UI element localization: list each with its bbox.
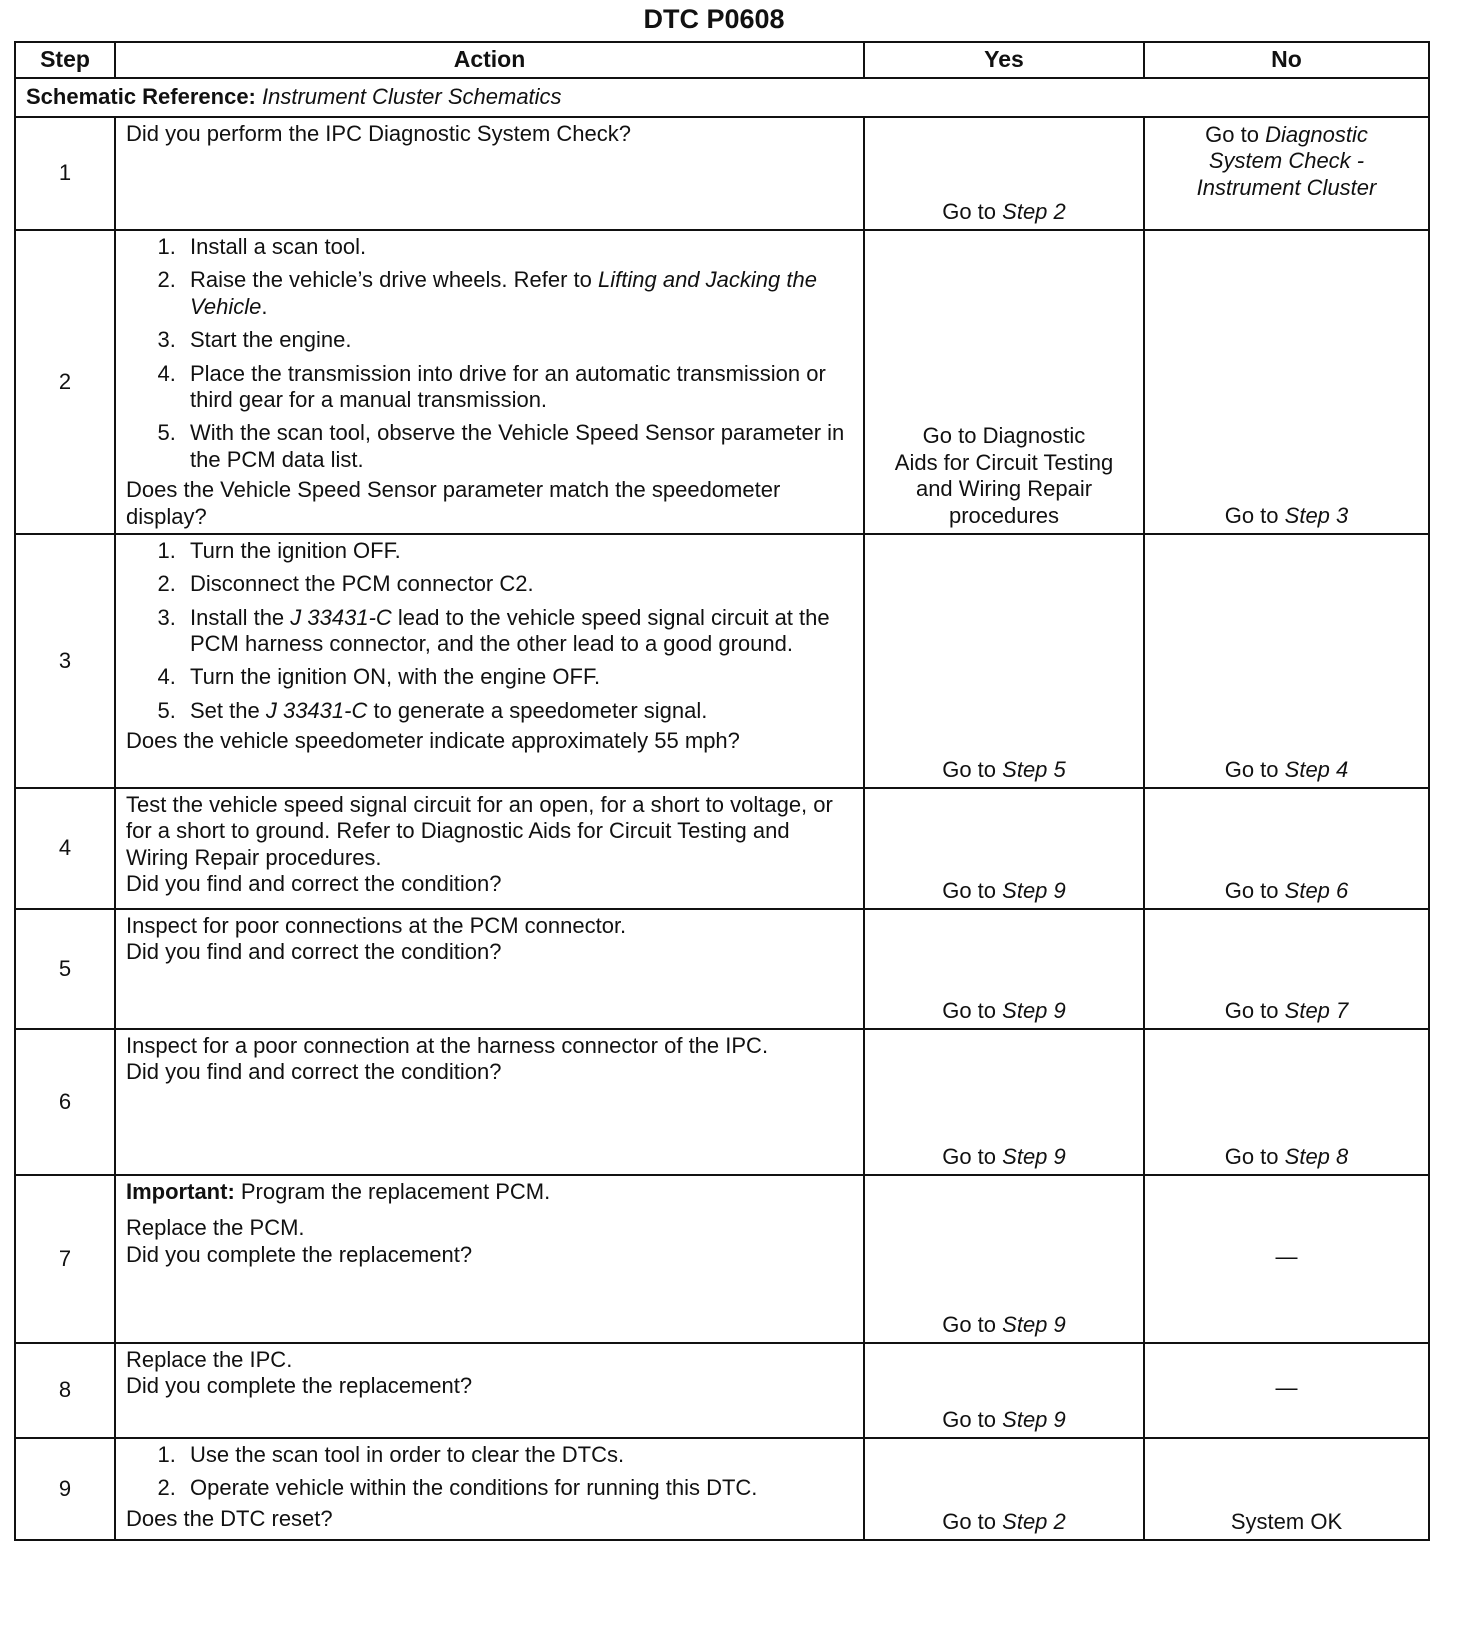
- step-ref: Step 7: [1284, 997, 1349, 1023]
- yes-cell: [864, 534, 1144, 788]
- dash-mark: —: [1275, 1243, 1298, 1269]
- yes-cell: [864, 788, 1144, 909]
- action-cell: [115, 909, 864, 1029]
- goto-text: Go to: [1224, 997, 1279, 1023]
- no-cell: [1144, 117, 1429, 230]
- action-cell: [115, 1175, 864, 1343]
- goto-text: Go to: [1224, 502, 1279, 528]
- step-ref: Step 9: [1002, 1143, 1066, 1169]
- action-steps: [126, 538, 853, 728]
- yes-cell: [864, 117, 1144, 230]
- important-text: Program the replacement PCM.: [234, 1178, 551, 1204]
- yes-line: Go to Diagnostic: [922, 423, 1086, 449]
- step-ref: Step 2: [1002, 198, 1066, 224]
- no-cell: [1144, 1175, 1429, 1343]
- important-note: [126, 1179, 853, 1205]
- no-cell: [1144, 1029, 1429, 1175]
- header-no: No: [1144, 42, 1429, 78]
- important-label: Important:: [126, 1178, 235, 1204]
- header-step: Step: [15, 42, 115, 78]
- action-question: Did you complete the replacement?: [126, 1241, 473, 1267]
- step-number: 5: [15, 909, 115, 1029]
- yes-cell: [864, 1175, 1144, 1343]
- yes-cell: [864, 1343, 1144, 1438]
- system-ok-text: System OK: [1230, 1508, 1343, 1534]
- action-question: Did you complete the replacement?: [126, 1373, 473, 1399]
- action-cell: [115, 230, 864, 534]
- step-ref: Step 4: [1284, 756, 1349, 782]
- action-steps: [126, 1442, 853, 1506]
- list-item: 1. Use the scan tool in order to clear the DTCs.: [182, 1442, 853, 1468]
- doc-reference: Lifting and Jacking the Vehicle: [190, 267, 817, 319]
- yes-cell: [864, 1029, 1144, 1175]
- goto-text: Go to: [942, 1508, 997, 1534]
- step-ref: Step 6: [1284, 877, 1349, 903]
- action-steps: [126, 234, 853, 477]
- list-item: 5. Set the J 33431-C to generate a speedometer signal.: [182, 698, 853, 724]
- action-cell: [115, 534, 864, 788]
- list-item: 2. Disconnect the PCM connector C2.: [182, 571, 853, 597]
- yes-line: Aids for Circuit Testing: [894, 449, 1114, 475]
- action-cell: [115, 1029, 864, 1175]
- goto-text: Go to: [1224, 1143, 1279, 1169]
- table-row: [15, 534, 1429, 788]
- goto-text: Go to: [942, 1406, 997, 1432]
- step-ref: Step 9: [1002, 1406, 1066, 1432]
- table-row: [15, 1029, 1429, 1175]
- table-row: [15, 1343, 1429, 1438]
- goto-text: Go to: [942, 997, 997, 1023]
- action-cell: [115, 788, 864, 909]
- step-number: 1: [15, 117, 115, 230]
- no-cell: [1144, 230, 1429, 534]
- no-ref-line: System Check -: [1208, 148, 1365, 174]
- goto-text: Go to: [1224, 877, 1279, 903]
- table-header-row: [15, 42, 1429, 78]
- schematic-reference-value: Instrument Cluster Schematics: [262, 84, 562, 110]
- action-text: Test the vehicle speed signal circuit for an open, for a short to voltage, or for a short to ground. Refer to Diagnostic Aids for Circuit Testing and Wiring Repair procedures.: [126, 791, 833, 870]
- action-text: Inspect for poor connections at the PCM connector.: [126, 912, 627, 938]
- schematic-reference: [15, 78, 1429, 117]
- table-row: [15, 230, 1429, 534]
- yes-line: and Wiring Repair: [915, 476, 1093, 502]
- step-number: 2: [15, 230, 115, 534]
- step-ref: Step 9: [1002, 877, 1066, 903]
- list-item: 5. With the scan tool, observe the Vehicle Speed Sensor parameter in the PCM data list.: [182, 420, 853, 473]
- list-item: 2. Raise the vehicle’s drive wheels. Refer to Lifting and Jacking the Vehicle.: [182, 267, 853, 320]
- list-item: 3. Start the engine.: [182, 327, 853, 353]
- no-cell: [1144, 909, 1429, 1029]
- header-yes: Yes: [864, 42, 1144, 78]
- yes-cell: [864, 230, 1144, 534]
- step-ref: Step 5: [1002, 756, 1066, 782]
- step-ref: Step 8: [1284, 1143, 1349, 1169]
- yes-cell: [864, 1438, 1144, 1540]
- list-item: 3. Install the J 33431-C lead to the vehicle speed signal circuit at the PCM harness connector, and the other lead to a good ground.: [182, 605, 853, 658]
- action-question: Does the DTC reset?: [126, 1505, 333, 1531]
- table-row: [15, 1438, 1429, 1540]
- step-ref: Step 2: [1002, 1508, 1066, 1534]
- action-text: Replace the PCM.: [126, 1215, 305, 1241]
- step-ref: Step 9: [1002, 1311, 1066, 1337]
- action-question: Does the Vehicle Speed Sensor parameter match the speedometer display?: [126, 477, 781, 529]
- table-row: [15, 909, 1429, 1029]
- page-title: DTC P0608: [643, 4, 785, 34]
- dash-mark: —: [1275, 1375, 1298, 1401]
- goto-text: Go to: [942, 1143, 997, 1169]
- action-cell: [115, 117, 864, 230]
- list-item: 4. Turn the ignition ON, with the engine OFF.: [182, 664, 853, 690]
- step-number: 3: [15, 534, 115, 788]
- tool-reference: J 33431-C: [290, 604, 392, 630]
- goto-text: Go to: [942, 1311, 997, 1337]
- goto-text: Go to: [1224, 756, 1279, 782]
- list-item: 4. Place the transmission into drive for an automatic transmission or third gear for a manual transmission.: [182, 361, 853, 414]
- no-cell: [1144, 1438, 1429, 1540]
- action-cell: [115, 1438, 864, 1540]
- action-question: Did you find and correct the condition?: [126, 939, 502, 965]
- yes-line: procedures: [948, 502, 1060, 528]
- action-question: Does the vehicle speedometer indicate approximately 55 mph?: [126, 728, 740, 754]
- step-number: 7: [15, 1175, 115, 1343]
- no-ref-line: Diagnostic: [1265, 122, 1368, 147]
- list-item: 2. Operate vehicle within the conditions for running this DTC.: [182, 1475, 853, 1501]
- action-question: Did you find and correct the condition?: [126, 871, 502, 897]
- diagnostic-table: [14, 41, 1430, 1541]
- yes-cell: [864, 909, 1144, 1029]
- step-ref: Step 3: [1284, 502, 1349, 528]
- step-ref: Step 9: [1002, 997, 1066, 1023]
- action-text: Inspect for a poor connection at the harness connector of the IPC.: [126, 1032, 769, 1058]
- action-cell: [115, 1343, 864, 1438]
- goto-text: Go to: [942, 877, 997, 903]
- goto-text: Go to: [942, 756, 997, 782]
- schematic-reference-row: [15, 78, 1429, 117]
- no-cell: [1144, 1343, 1429, 1438]
- list-item: 1. Install a scan tool.: [182, 234, 853, 260]
- action-text: Replace the IPC.: [126, 1346, 293, 1372]
- step-number: 6: [15, 1029, 115, 1175]
- no-cell: [1144, 788, 1429, 909]
- header-action: Action: [115, 42, 864, 78]
- schematic-reference-label: Schematic Reference:: [26, 84, 256, 110]
- tool-reference: J 33431-C: [265, 697, 368, 723]
- table-row: [15, 788, 1429, 909]
- action-question: Did you perform the IPC Diagnostic System Check?: [126, 121, 631, 146]
- list-item: 1. Turn the ignition OFF.: [182, 538, 853, 564]
- step-number: 4: [15, 788, 115, 909]
- action-question: Did you find and correct the condition?: [126, 1059, 502, 1085]
- table-row: [15, 1175, 1429, 1343]
- step-number: 9: [15, 1438, 115, 1540]
- table-row: [15, 117, 1429, 230]
- step-number: 8: [15, 1343, 115, 1438]
- goto-text: Go to: [1205, 122, 1259, 147]
- no-ref-line: Instrument Cluster: [1196, 174, 1377, 200]
- goto-text: Go to: [942, 198, 997, 224]
- no-cell: [1144, 534, 1429, 788]
